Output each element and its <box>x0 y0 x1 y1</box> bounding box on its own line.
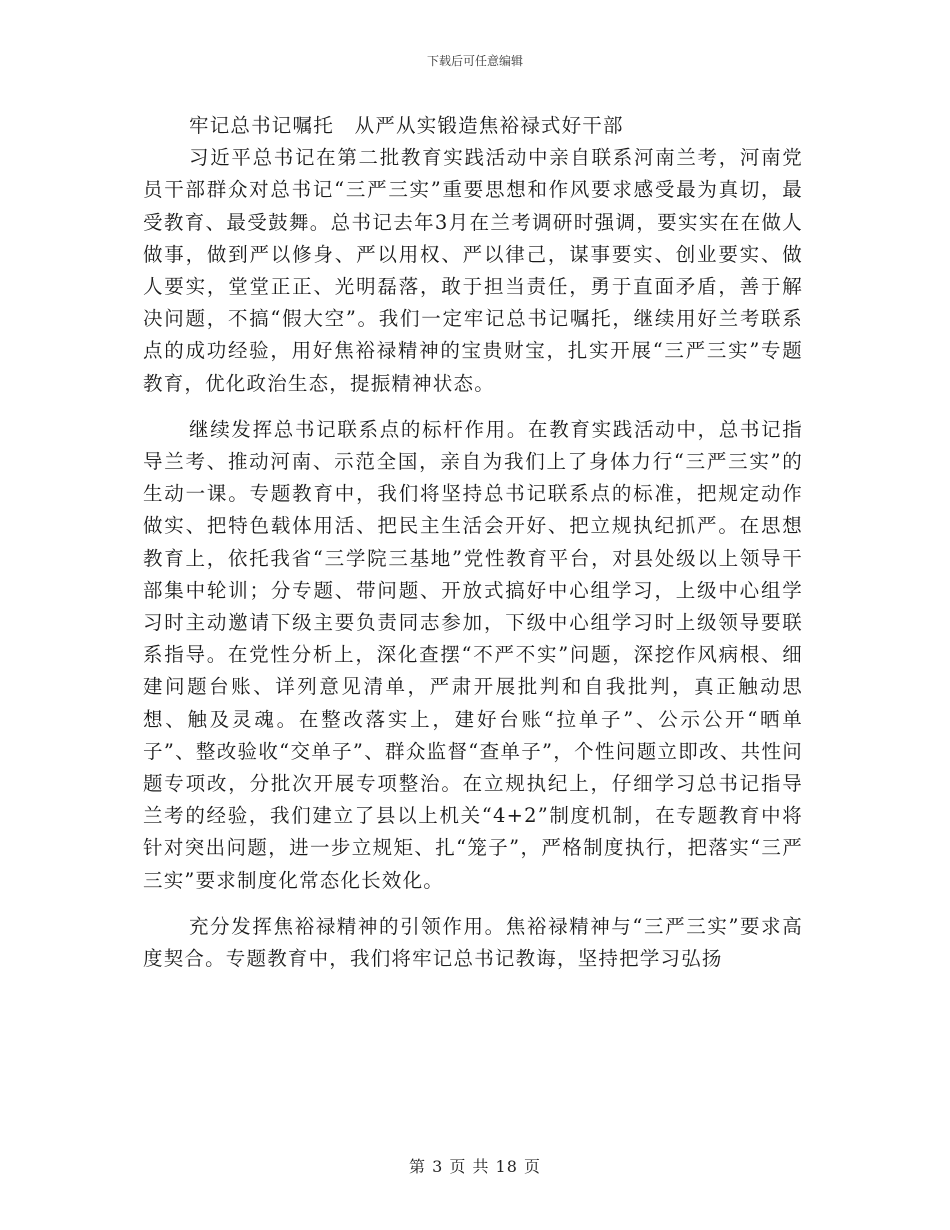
document-title: 牢记总书记嘱托 从严从实锻造焦裕禄式好干部 <box>189 114 624 137</box>
document-body <box>143 110 803 975</box>
paragraph-1: 习近平总书记在第二批教育实践活动中亲自联系河南兰考，河南党员干部群众对总书记“三严三实”重要思想和作风要求感受最为真切，最受教育、最受鼓舞。总书记去年3月在兰考调研时强调，要实实在在做人做事，做到严以修身、严以用权、严以律己，谋事要实、创业要实、做人要实，堂堂正正、光明磊落，敢于担当责任，勇于直面矛盾，善于解决问题，不搞“假大空”。我们一定牢记总书记嘱托，继续用好兰考联系点的成功经验，用好焦裕禄精神的宝贵财宝，扎实开展“三严三实”专题教育，优化政治生态，提振精神状态。 <box>143 146 803 395</box>
header-note: 下载后可任意编辑 <box>426 54 523 68</box>
paragraph-3: 充分发挥焦裕禄精神的引领作用。焦裕禄精神与“三严三实”要求高度契合。专题教育中，我们将牢记总书记教诲，坚持把学习弘扬 <box>143 914 803 971</box>
page-number-footer: 第 3 页 共 18 页 <box>409 1157 541 1176</box>
paragraph-2: 继续发挥总书记联系点的标杆作用。在教育实践活动中，总书记指导兰考、推动河南、示范全国，亲自为我们上了身体力行“三严三实”的生动一课。专题教育中，我们将坚持总书记联系点的标准，把规定动作做实、把特色载体用活、把民主生活会开好、把立规执纪抓严。在思想教育上，依托我省“三学院三基地”党性教育平台，对县处级以上领导干部集中轮训；分专题、带问题、开放式搞好中心组学习，上级中心组学习时主动邀请下级主要负责同志参加，下级中心组学习时上级领导要联系指导。在党性分析上，深化查摆“不严不实”问题，深挖作风病根、细建问题台账、详列意见清单，严肃开展批判和自我批判，真正触动思想、触及灵魂。在整改落实上，建好台账“拉单子”、公示公开“晒单子”、整改验收“交单子”、群众监督“查单子”，个性问题立即改、共性问题专项改，分批次开展专项整治。在立规执纪上，仔细学习总书记指导兰考的经验，我们建立了县以上机关“4+2”制度机制，在专题教育中将针对突出问题，进一步立规矩、扎“笼子”，严格制度执行，把落实“三严三实”要求制度化常态化长效化。 <box>143 417 803 892</box>
